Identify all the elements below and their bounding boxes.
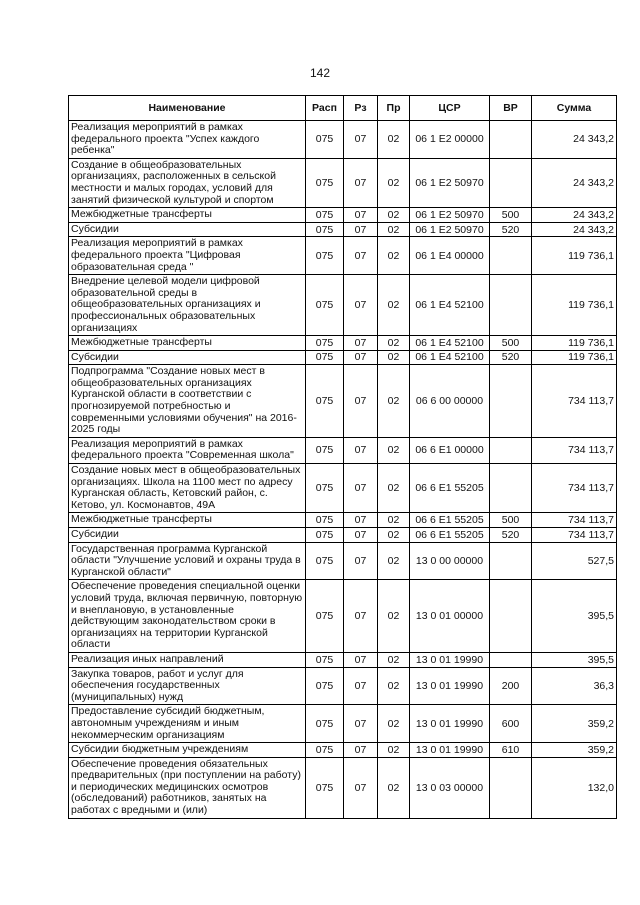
cell-rasp: 075 xyxy=(306,121,344,159)
cell-csr: 13 0 01 19990 xyxy=(410,652,490,667)
table-row xyxy=(69,743,617,758)
cell-csr: 13 0 00 00000 xyxy=(410,542,490,580)
table-row xyxy=(69,464,617,513)
cell-vr xyxy=(490,652,532,667)
cell-sum: 734 113,7 xyxy=(532,365,617,438)
cell-rasp: 075 xyxy=(306,208,344,223)
table-header-row xyxy=(69,96,617,121)
table-row xyxy=(69,580,617,653)
table-row xyxy=(69,350,617,365)
cell-name: Реализация мероприятий в рамках федерального проекта "Цифровая образовательная среда " xyxy=(69,237,306,275)
cell-name: Закупка товаров, работ и услуг для обеспечения государственных (муниципальных) нужд xyxy=(69,667,306,705)
cell-rz: 07 xyxy=(344,121,378,159)
cell-vr: 520 xyxy=(490,222,532,237)
cell-csr: 06 6 E1 00000 xyxy=(410,437,490,463)
cell-vr: 500 xyxy=(490,336,532,351)
cell-pr: 02 xyxy=(378,757,410,818)
cell-sum: 395,5 xyxy=(532,580,617,653)
header-csr: ЦСР xyxy=(410,96,490,121)
cell-rasp: 075 xyxy=(306,667,344,705)
table-row xyxy=(69,365,617,438)
cell-name: Реализация иных направлений xyxy=(69,652,306,667)
header-rasp: Расп xyxy=(306,96,344,121)
cell-rasp: 075 xyxy=(306,757,344,818)
header-vr: ВР xyxy=(490,96,532,121)
cell-csr: 06 1 E2 50970 xyxy=(410,158,490,207)
cell-vr xyxy=(490,365,532,438)
cell-vr xyxy=(490,542,532,580)
cell-rasp: 075 xyxy=(306,350,344,365)
table-row xyxy=(69,542,617,580)
table-row xyxy=(69,513,617,528)
cell-pr: 02 xyxy=(378,208,410,223)
cell-name: Государственная программа Курганской области "Улучшение условий и охраны труда в Курганской области" xyxy=(69,542,306,580)
cell-csr: 13 0 01 19990 xyxy=(410,705,490,743)
header-rz: Рз xyxy=(344,96,378,121)
cell-rasp: 075 xyxy=(306,336,344,351)
cell-pr: 02 xyxy=(378,121,410,159)
cell-rasp: 075 xyxy=(306,705,344,743)
cell-csr: 06 6 E1 55205 xyxy=(410,528,490,543)
header-name: Наименование xyxy=(69,96,306,121)
cell-csr: 06 1 E4 52100 xyxy=(410,275,490,336)
cell-rz: 07 xyxy=(344,705,378,743)
cell-rz: 07 xyxy=(344,757,378,818)
table-row xyxy=(69,437,617,463)
cell-pr: 02 xyxy=(378,513,410,528)
cell-name: Внедрение целевой модели цифровой образовательной среды в общеобразовательных организациях и профессиональных образовательных организациях xyxy=(69,275,306,336)
cell-sum: 119 736,1 xyxy=(532,237,617,275)
table-row xyxy=(69,528,617,543)
table-row xyxy=(69,208,617,223)
cell-csr: 13 0 01 00000 xyxy=(410,580,490,653)
cell-csr: 06 1 E2 50970 xyxy=(410,208,490,223)
table-row xyxy=(69,757,617,818)
cell-rz: 07 xyxy=(344,652,378,667)
cell-name: Межбюджетные трансферты xyxy=(69,208,306,223)
table-row xyxy=(69,237,617,275)
cell-rz: 07 xyxy=(344,208,378,223)
cell-rasp: 075 xyxy=(306,222,344,237)
cell-csr: 13 0 03 00000 xyxy=(410,757,490,818)
cell-vr xyxy=(490,757,532,818)
cell-name: Субсидии бюджетным учреждениям xyxy=(69,743,306,758)
cell-csr: 13 0 01 19990 xyxy=(410,667,490,705)
cell-rz: 07 xyxy=(344,437,378,463)
cell-vr: 520 xyxy=(490,350,532,365)
cell-name: Межбюджетные трансферты xyxy=(69,336,306,351)
cell-rasp: 075 xyxy=(306,652,344,667)
cell-rasp: 075 xyxy=(306,528,344,543)
table-row xyxy=(69,121,617,159)
page-number: 142 xyxy=(309,66,331,80)
cell-name: Субсидии xyxy=(69,350,306,365)
cell-pr: 02 xyxy=(378,350,410,365)
cell-rz: 07 xyxy=(344,275,378,336)
cell-rz: 07 xyxy=(344,667,378,705)
cell-pr: 02 xyxy=(378,275,410,336)
cell-rasp: 075 xyxy=(306,275,344,336)
cell-sum: 119 736,1 xyxy=(532,350,617,365)
cell-vr xyxy=(490,158,532,207)
table-row xyxy=(69,275,617,336)
cell-rz: 07 xyxy=(344,528,378,543)
cell-sum: 734 113,7 xyxy=(532,513,617,528)
cell-sum: 119 736,1 xyxy=(532,275,617,336)
table-row xyxy=(69,667,617,705)
cell-name: Субсидии xyxy=(69,528,306,543)
cell-sum: 24 343,2 xyxy=(532,121,617,159)
cell-rasp: 075 xyxy=(306,580,344,653)
cell-name: Подпрограмма "Создание новых мест в общеобразовательных организациях Курганской области в соответствии с прогнозируемой потребностью и современными условиями обучения" на 2016-2025 годы xyxy=(69,365,306,438)
cell-sum: 132,0 xyxy=(532,757,617,818)
cell-name: Создание в общеобразовательных организациях, расположенных в сельской местности и малых городах, условий для занятий физической культурой и спортом xyxy=(69,158,306,207)
cell-name: Субсидии xyxy=(69,222,306,237)
cell-name: Создание новых мест в общеобразовательных организациях. Школа на 1100 мест по адресу Курганская область, Кетовский район, с. Кетово, ул. Космонавтов, 49А xyxy=(69,464,306,513)
cell-sum: 24 343,2 xyxy=(532,208,617,223)
cell-name: Межбюджетные трансферты xyxy=(69,513,306,528)
cell-rasp: 075 xyxy=(306,158,344,207)
cell-vr: 610 xyxy=(490,743,532,758)
cell-rz: 07 xyxy=(344,158,378,207)
cell-pr: 02 xyxy=(378,528,410,543)
cell-vr: 500 xyxy=(490,208,532,223)
cell-pr: 02 xyxy=(378,158,410,207)
cell-csr: 13 0 01 19990 xyxy=(410,743,490,758)
cell-sum: 119 736,1 xyxy=(532,336,617,351)
table-row xyxy=(69,336,617,351)
cell-rz: 07 xyxy=(344,336,378,351)
cell-vr xyxy=(490,464,532,513)
cell-rasp: 075 xyxy=(306,464,344,513)
header-pr: Пр xyxy=(378,96,410,121)
cell-sum: 527,5 xyxy=(532,542,617,580)
cell-vr xyxy=(490,275,532,336)
table-body xyxy=(69,121,617,819)
cell-rz: 07 xyxy=(344,222,378,237)
cell-pr: 02 xyxy=(378,667,410,705)
cell-pr: 02 xyxy=(378,743,410,758)
cell-pr: 02 xyxy=(378,464,410,513)
cell-rz: 07 xyxy=(344,237,378,275)
cell-name: Обеспечение проведения специальной оценки условий труда, включая первичную, повторную и внеплановую, в установленные действующим законодательством сроки в организациях на территории Курганской области xyxy=(69,580,306,653)
cell-rz: 07 xyxy=(344,513,378,528)
cell-sum: 734 113,7 xyxy=(532,464,617,513)
cell-vr: 600 xyxy=(490,705,532,743)
header-sum: Сумма xyxy=(532,96,617,121)
cell-pr: 02 xyxy=(378,237,410,275)
cell-pr: 02 xyxy=(378,652,410,667)
cell-csr: 06 6 E1 55205 xyxy=(410,513,490,528)
cell-rz: 07 xyxy=(344,580,378,653)
cell-pr: 02 xyxy=(378,580,410,653)
cell-rz: 07 xyxy=(344,542,378,580)
cell-sum: 395,5 xyxy=(532,652,617,667)
cell-sum: 359,2 xyxy=(532,743,617,758)
cell-rz: 07 xyxy=(344,464,378,513)
cell-rasp: 075 xyxy=(306,365,344,438)
cell-name: Реализация мероприятий в рамках федерального проекта "Современная школа" xyxy=(69,437,306,463)
cell-sum: 734 113,7 xyxy=(532,437,617,463)
cell-csr: 06 1 E2 00000 xyxy=(410,121,490,159)
cell-vr: 520 xyxy=(490,528,532,543)
cell-sum: 36,3 xyxy=(532,667,617,705)
cell-pr: 02 xyxy=(378,336,410,351)
cell-rasp: 075 xyxy=(306,237,344,275)
cell-csr: 06 6 E1 55205 xyxy=(410,464,490,513)
table-row xyxy=(69,652,617,667)
cell-vr: 200 xyxy=(490,667,532,705)
budget-table xyxy=(68,95,617,819)
table-row xyxy=(69,705,617,743)
cell-name: Обеспечение проведения обязательных предварительных (при поступлении на работу) и периодических медицинских осмотров (обследований) работников, занятых на работах с вредными и (или) xyxy=(69,757,306,818)
cell-sum: 359,2 xyxy=(532,705,617,743)
cell-rasp: 075 xyxy=(306,542,344,580)
cell-pr: 02 xyxy=(378,222,410,237)
cell-csr: 06 1 E4 52100 xyxy=(410,336,490,351)
cell-pr: 02 xyxy=(378,365,410,438)
cell-pr: 02 xyxy=(378,542,410,580)
cell-rz: 07 xyxy=(344,743,378,758)
cell-vr xyxy=(490,237,532,275)
table-row xyxy=(69,222,617,237)
cell-rasp: 075 xyxy=(306,743,344,758)
cell-csr: 06 1 E2 50970 xyxy=(410,222,490,237)
cell-vr xyxy=(490,121,532,159)
cell-rasp: 075 xyxy=(306,513,344,528)
cell-sum: 24 343,2 xyxy=(532,222,617,237)
cell-pr: 02 xyxy=(378,705,410,743)
cell-sum: 24 343,2 xyxy=(532,158,617,207)
table-row xyxy=(69,158,617,207)
cell-rasp: 075 xyxy=(306,437,344,463)
cell-csr: 06 1 E4 00000 xyxy=(410,237,490,275)
cell-name: Реализация мероприятий в рамках федерального проекта "Успех каждого ребенка" xyxy=(69,121,306,159)
cell-vr xyxy=(490,437,532,463)
cell-pr: 02 xyxy=(378,437,410,463)
cell-rz: 07 xyxy=(344,365,378,438)
cell-sum: 734 113,7 xyxy=(532,528,617,543)
cell-csr: 06 6 00 00000 xyxy=(410,365,490,438)
cell-csr: 06 1 E4 52100 xyxy=(410,350,490,365)
cell-vr xyxy=(490,580,532,653)
cell-vr: 500 xyxy=(490,513,532,528)
cell-rz: 07 xyxy=(344,350,378,365)
cell-name: Предоставление субсидий бюджетным, автономным учреждениям и иным некоммерческим организациям xyxy=(69,705,306,743)
